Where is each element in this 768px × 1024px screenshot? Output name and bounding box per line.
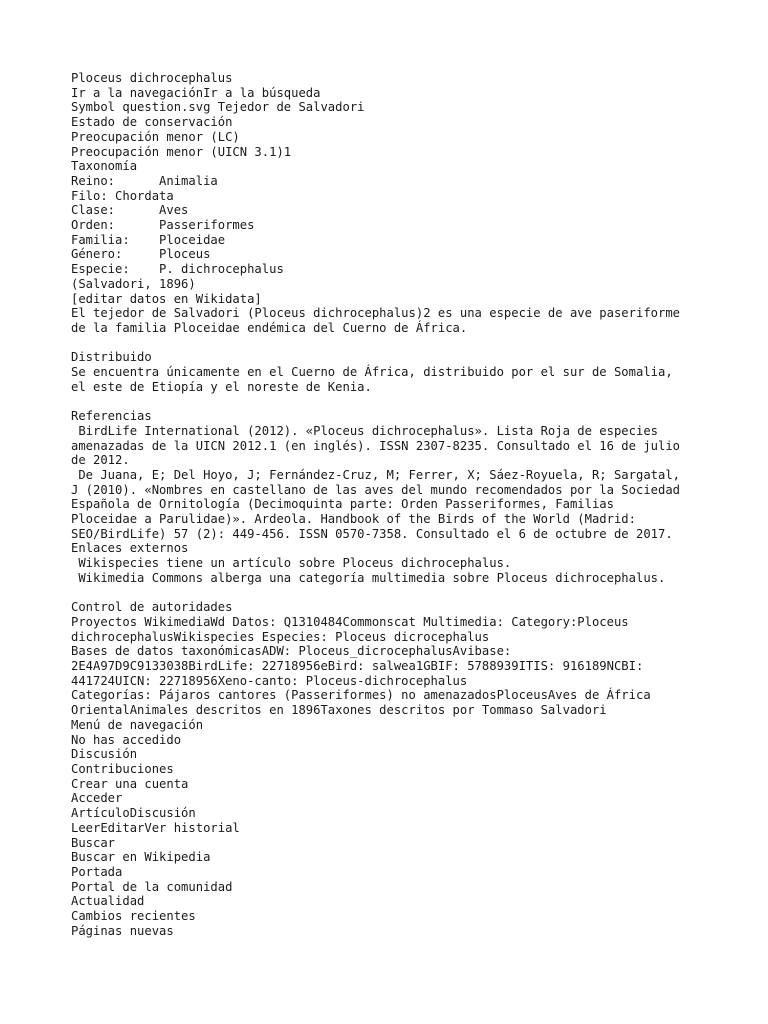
infobox [71, 115, 711, 306]
infobox-genus: Género: Ploceus [71, 247, 211, 262]
spacer [71, 336, 711, 351]
references-heading: Referencias [71, 409, 152, 424]
external-link-wikispecies[interactable]: Wikispecies tiene un artículo sobre Ploceus dichrocephalus. [71, 556, 512, 571]
edit-wikidata-link[interactable]: [editar datos en Wikidata] [71, 291, 262, 306]
categories[interactable]: Categorías: Pájaros cantores (Passeriformes) no amenazadosPloceusAves de África OrientalAnimales descritos en 1896Taxones descritos por Tommaso Salvadori [71, 688, 651, 718]
infobox-class: Clase: Aves [71, 203, 189, 218]
nav-heading: Menú de navegación [71, 717, 204, 732]
nav-current-events[interactable]: Actualidad [71, 894, 145, 909]
external-links-heading: Enlaces externos [71, 541, 189, 556]
nav-main-page[interactable]: Portada [71, 864, 123, 879]
nav-article-talk-tabs[interactable]: ArtículoDiscusión [71, 806, 196, 821]
infobox-status-uicn: Preocupación menor (UICN 3.1)1 [71, 144, 292, 159]
nav-search-label: Buscar [71, 835, 116, 850]
nav-recent-changes[interactable]: Cambios recientes [71, 909, 196, 924]
page-title: Ploceus dichrocephalus [71, 71, 233, 85]
nav-contributions[interactable]: Contribuciones [71, 762, 174, 776]
infobox-conservation-heading: Estado de conservación [71, 115, 233, 130]
nav-login[interactable]: Acceder [71, 791, 123, 806]
spacer [71, 586, 711, 601]
authority-control-text[interactable]: Proyectos WikimediaWd Datos: Q1310484Commonscat Multimedia: Category:Ploceus dichrocephalusWikispecies Especies: Ploceus dicrocephalus Bases de datos taxonómicasADW: Ploceus_dicrocephalusAvibase: 2E4A97D9C9133038BirdLife: 22718956eBird: salwea1GBIF: 5788939ITIS: 916189NCBI: 441724UICN: 22718956Xeno-canto: Ploceus-dichrocephalus [71, 614, 644, 688]
reference-item[interactable]: De Juana, E; Del Hoyo, J; Fernández-Cruz, M; Ferrer, X; Sáez-Royuela, R; Sargatal, J (2010). «Nombres en castellano de las aves del mundo recomendados por la Sociedad Española de Ornitología (Decimoquinta parte: Orden Passeriformes, Familias Ploceidae a Parulidae)». Ardeola. Handbook of the Birds of the World (Madrid: SEO/BirdLife) 57 (2): 449-456. ISSN 0570-7358. Consultado el 6 de octubre de 2017. [71, 467, 681, 541]
distribution-text: Se encuentra únicamente en el Cuerno de África, distribuido por el sur de Somalia, el este de Etiopía y el noreste de Kenia. [71, 365, 673, 394]
infobox-family: Familia: Ploceidae [71, 232, 226, 247]
external-link-commons[interactable]: Wikimedia Commons alberga una categoría multimedia sobre Ploceus dichrocephalus. [71, 570, 666, 585]
article-page [71, 71, 711, 938]
infobox-phylum: Filo: Chordata [71, 188, 174, 203]
infobox-kingdom: Reino: Animalia [71, 173, 218, 188]
nav-not-logged-in: No has accedido [71, 732, 182, 747]
nav-create-account[interactable]: Crear una cuenta [71, 776, 189, 791]
infobox-species: Especie: P. dichrocephalus [71, 262, 284, 277]
infobox-authority: (Salvadori, 1896) [71, 276, 196, 291]
nav-read-edit-history-tabs[interactable]: LeerEditarVer historial [71, 820, 240, 835]
infobox-taxonomy-heading: Taxonomía [71, 159, 138, 174]
infobox-status: Preocupación menor (LC) [71, 129, 240, 144]
nav-new-pages[interactable]: Páginas nuevas [71, 923, 174, 938]
common-name-line: Symbol question.svg Tejedor de Salvadori [71, 100, 365, 115]
nav-search-wikipedia[interactable]: Buscar en Wikipedia [71, 850, 211, 865]
spacer [71, 394, 711, 409]
nav-talk[interactable]: Discusión [71, 747, 138, 762]
nav-community-portal[interactable]: Portal de la comunidad [71, 879, 233, 894]
distribution-heading: Distribuido [71, 350, 152, 365]
skip-links[interactable]: Ir a la navegaciónIr a la búsqueda [71, 85, 321, 100]
intro-paragraph: El tejedor de Salvadori (Ploceus dichrocephalus)2 es una especie de ave paseriforme de la familia Ploceidae endémica del Cuerno de África. [71, 306, 681, 335]
authority-control-heading: Control de autoridades [71, 600, 233, 615]
reference-item[interactable]: BirdLife International (2012). «Ploceus dichrocephalus». Lista Roja de especies amenazadas de la UICN 2012.1 (en inglés). ISSN 2307-8235. Consultado el 16 de julio de 2012. [71, 423, 681, 468]
infobox-order: Orden: Passeriformes [71, 218, 255, 233]
navigation-menu [71, 718, 711, 939]
